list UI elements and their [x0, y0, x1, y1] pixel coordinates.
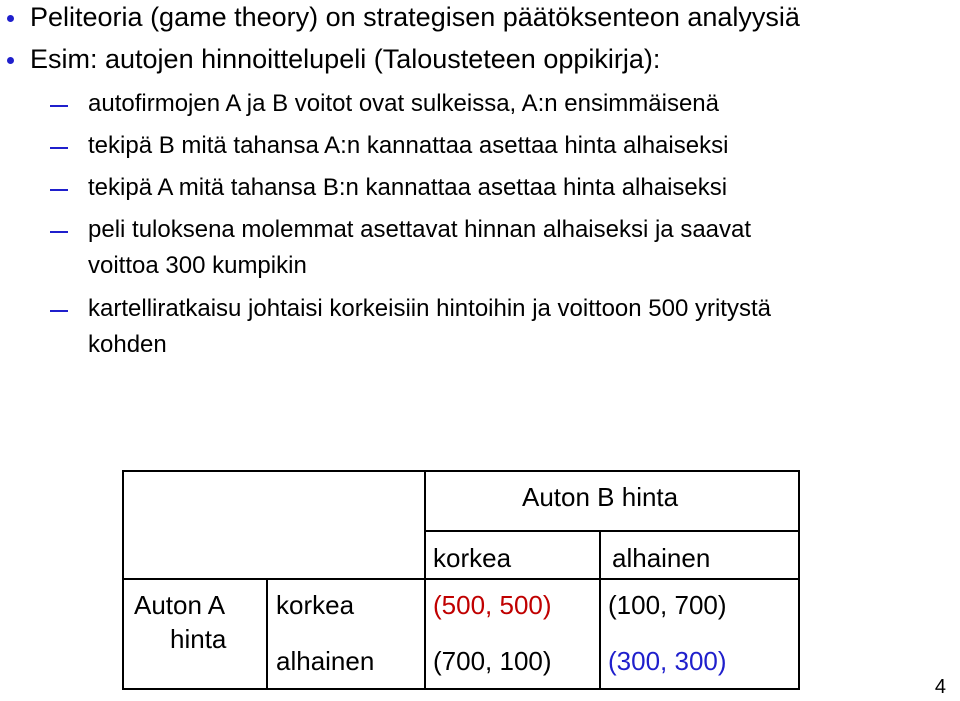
- dash-icon: [50, 231, 68, 233]
- subbullet-text: autofirmojen A ja B voitot ovat sulkeissa, A:n ensimmäisenä: [88, 90, 719, 117]
- table-divider: [424, 530, 800, 532]
- subbullet-text: peli tuloksena molemmat asettavat hinnan alhaiseksi ja saavat: [88, 216, 752, 243]
- bullet-text: Peliteoria (game theory) on strategisen päätöksenteon analyysiä: [30, 2, 800, 32]
- row-player-label: Auton A: [134, 590, 226, 620]
- table-divider: [599, 530, 601, 690]
- dash-icon: [50, 105, 68, 107]
- payoff-cell: (700, 100): [433, 646, 552, 676]
- dash-icon: [50, 189, 68, 191]
- row-header-low: alhainen: [276, 646, 375, 676]
- row-header-high: korkea: [276, 590, 355, 620]
- dash-icon: [50, 310, 68, 312]
- subbullet-text-continued: voittoa 300 kumpikin: [88, 252, 307, 279]
- table-divider: [424, 470, 426, 580]
- payoff-cell: (300, 300): [608, 646, 727, 676]
- table-border-top: [122, 470, 800, 472]
- bullet-dot-icon: [7, 57, 14, 64]
- column-player-label: Auton B hinta: [522, 482, 679, 512]
- payoff-cell: (500, 500): [433, 590, 552, 620]
- bullet-text: Esim: autojen hinnoittelupeli (Talousteteen oppikirja):: [30, 44, 661, 74]
- subbullet-text: kartelliratkaisu johtaisi korkeisiin hintoihin ja voittoon 500 yritystä: [88, 295, 771, 322]
- table-border-right: [798, 470, 800, 690]
- page-number: 4: [934, 676, 946, 698]
- subbullet-text: tekipä A mitä tahansa B:n kannattaa asettaa hinta alhaiseksi: [88, 174, 728, 201]
- payoff-cell: (100, 700): [608, 590, 727, 620]
- column-header-low: alhainen: [612, 543, 711, 573]
- table-divider: [266, 578, 268, 690]
- subbullet-text-continued: kohden: [88, 331, 167, 358]
- table-divider: [122, 578, 800, 580]
- subbullet-text: tekipä B mitä tahansa A:n kannattaa asettaa hinta alhaiseksi: [88, 132, 729, 159]
- column-header-high: korkea: [433, 543, 512, 573]
- table-border-bottom: [122, 688, 800, 690]
- dash-icon: [50, 147, 68, 149]
- row-player-label-continued: hinta: [170, 624, 227, 654]
- bullet-dot-icon: [7, 15, 14, 22]
- table-divider: [424, 578, 426, 690]
- table-border-left: [122, 470, 124, 690]
